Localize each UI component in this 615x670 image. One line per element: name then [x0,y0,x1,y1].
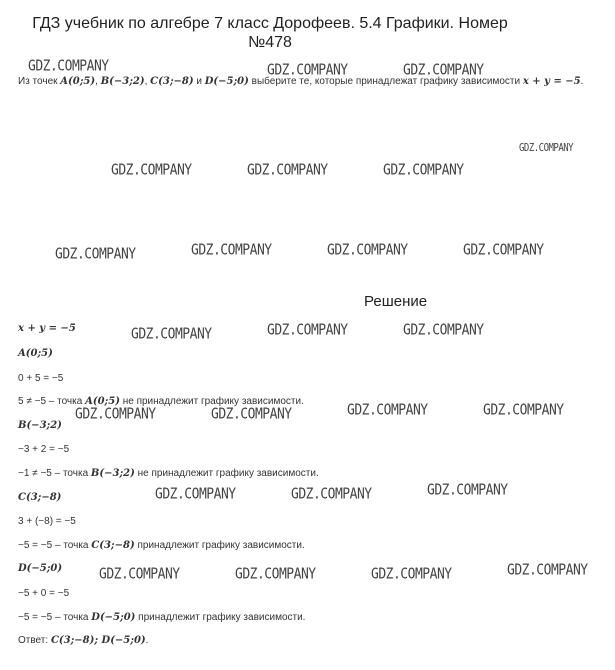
result-d-point: D(−5;0) [91,612,136,623]
task-point-a: A(0;5) [60,76,96,87]
solution-equation: x + y = −5 [18,323,76,334]
watermark: GDZ.COMPANY [28,58,109,76]
watermark: GDZ.COMPANY [507,562,588,580]
watermark: GDZ.COMPANY [267,62,348,80]
result-c-pre: −5 = −5 – точка [18,540,92,551]
task-point-b: B(−3;2) [100,76,145,87]
result-b-point: B(−3;2) [90,468,135,479]
watermark: GDZ.COMPANY [371,566,452,584]
calc-b: −3 + 2 = −5 [18,444,70,455]
watermark: GDZ.COMPANY [427,482,508,500]
watermark: GDZ.COMPANY [383,162,464,180]
page-title [0,14,540,52]
watermark: GDZ.COMPANY [519,143,574,155]
task-middle: выберите те, которые принадлежат графику зависимости [248,76,523,87]
point-a-label: A(0;5) [18,348,53,359]
task-end: . [580,76,584,87]
watermark: GDZ.COMPANY [327,242,408,260]
point-d-label: D(−5;0) [18,563,63,574]
result-a-post: не принадлежит графику зависимости. [119,396,304,407]
watermark: GDZ.COMPANY [155,486,236,504]
watermark: GDZ.COMPANY [211,406,292,424]
calc-d: −5 + 0 = −5 [18,588,70,599]
calc-a: 0 + 5 = −5 [18,373,64,384]
watermark: GDZ.COMPANY [291,486,372,504]
result-d [18,612,305,623]
watermark: GDZ.COMPANY [403,62,484,80]
watermark: GDZ.COMPANY [235,566,316,584]
answer-points: C(3;−8); D(−5;0) [50,635,146,646]
watermark: GDZ.COMPANY [111,162,192,180]
task-sep: , [144,76,151,87]
task-sep: , [95,76,101,87]
watermark: GDZ.COMPANY [55,246,136,264]
answer-end: . [145,635,149,646]
answer-prefix: Ответ: [18,635,51,646]
watermark: GDZ.COMPANY [347,402,428,420]
solution-heading: Решение [364,293,428,310]
watermark: GDZ.COMPANY [267,322,348,340]
task-point-c: C(3;−8) [150,76,194,87]
watermark: GDZ.COMPANY [75,406,156,424]
result-d-post: принадлежит графику зависимости. [135,612,306,623]
result-b-post: не принадлежит графику зависимости. [134,468,319,479]
task-point-d: D(−5;0) [204,76,249,87]
result-c-post: принадлежит графику зависимости. [134,540,305,551]
watermark: GDZ.COMPANY [131,326,212,344]
result-c [18,540,305,551]
point-c-label: C(3;−8) [18,492,62,503]
task-equation: x + y = −5 [522,76,581,87]
result-a-pre: 5 ≠ −5 – точка [18,396,86,407]
watermark: GDZ.COMPANY [99,566,180,584]
result-b-pre: −1 ≠ −5 – точка [18,468,91,479]
task-prefix: Из точек [18,76,61,87]
result-b [18,468,319,479]
title-line-1: ГДЗ учебник по алгебре 7 класс Дорофеев. 5.4 Графики. Номер [32,15,508,32]
calc-c: 3 + (−8) = −5 [18,516,76,527]
title-line-2: №478 [248,34,292,51]
result-c-point: C(3;−8) [91,540,135,551]
point-b-label: B(−3;2) [18,420,62,431]
result-d-pre: −5 = −5 – точка [18,612,92,623]
result-a-point: A(0;5) [85,396,120,407]
watermark: GDZ.COMPANY [191,242,272,260]
watermark: GDZ.COMPANY [483,402,564,420]
watermark: GDZ.COMPANY [247,162,328,180]
task-and: и [193,76,205,87]
watermark: GDZ.COMPANY [403,322,484,340]
watermark: GDZ.COMPANY [463,242,544,260]
answer [18,635,148,646]
